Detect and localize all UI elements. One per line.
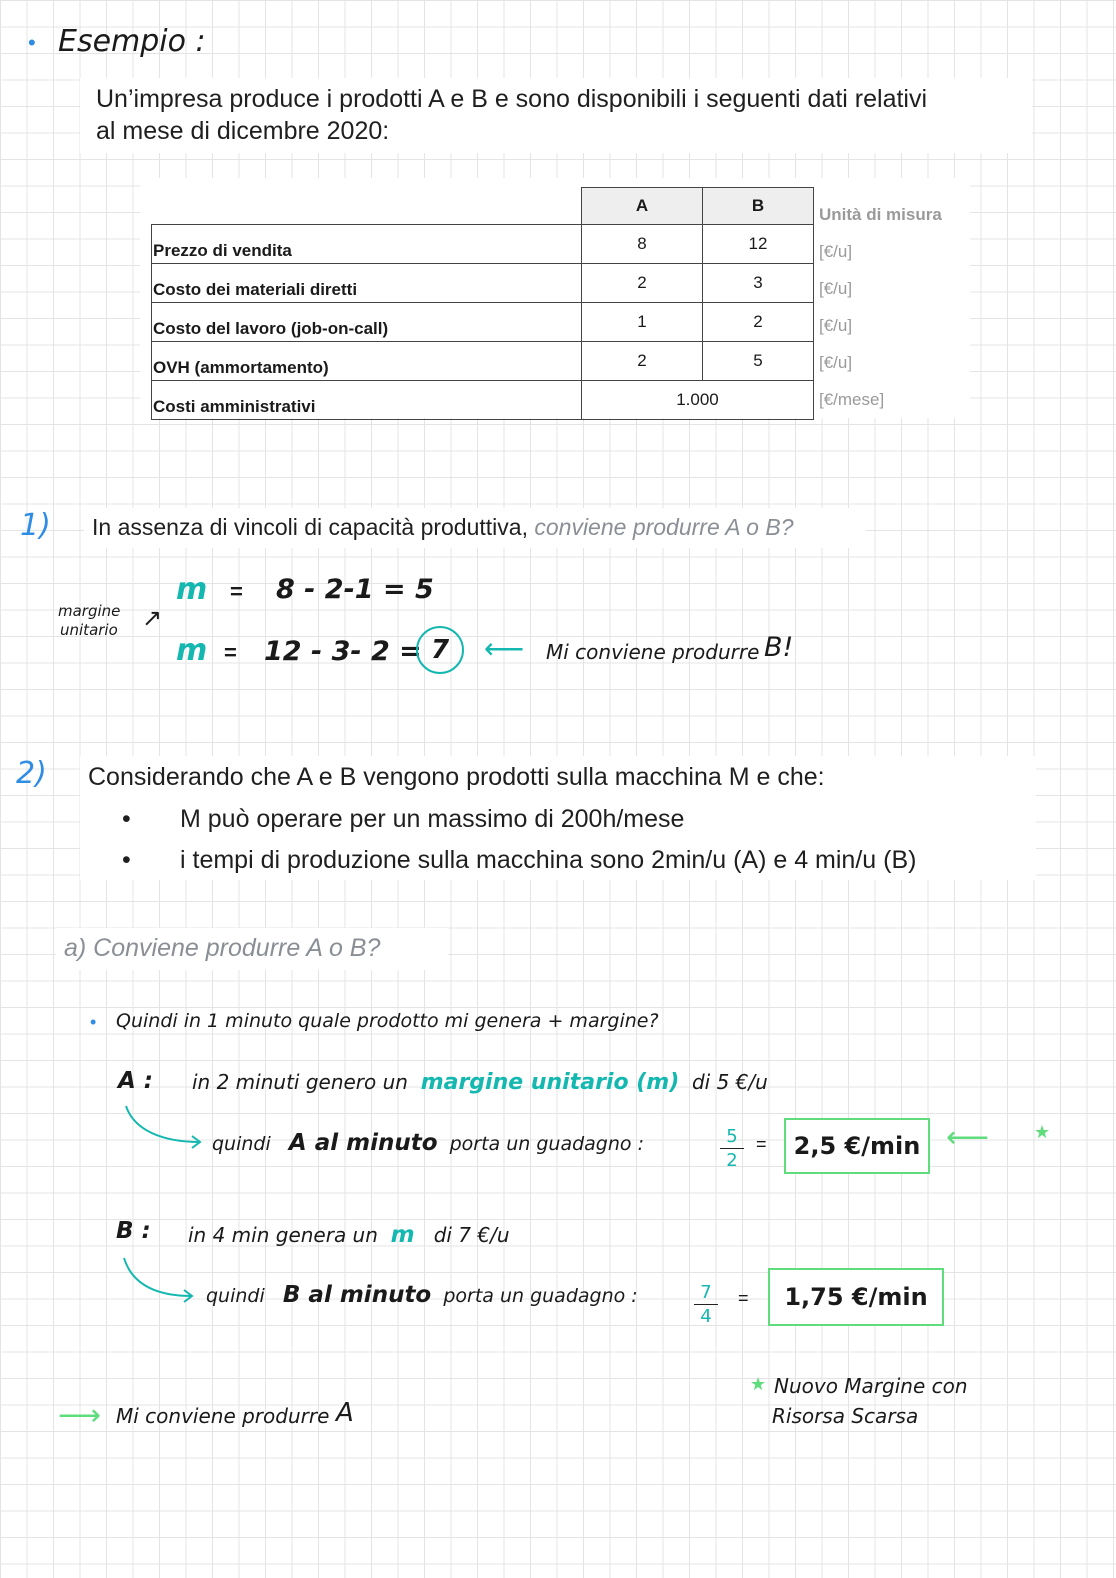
header-title: Esempio : — [58, 24, 206, 59]
a-result: 2,5 €/min — [793, 1132, 921, 1160]
eq-b-comment: Mi conviene produrre — [546, 640, 760, 664]
q2-number: 2) — [16, 756, 47, 791]
note-margine: margine — [58, 602, 121, 620]
b-line2 — [206, 1282, 638, 1308]
cell-b: 12 — [703, 225, 814, 264]
cell-ab: 1.000 — [582, 381, 814, 420]
conclusion-arrow-icon: ⟶ — [58, 1399, 102, 1432]
unit-cell: [€/u] — [819, 279, 853, 298]
b-line1-teal: m — [390, 1222, 415, 1248]
cell-a: 2 — [582, 264, 703, 303]
b-letter: B : — [116, 1218, 151, 1244]
b-line2-start: quindi — [206, 1285, 265, 1307]
cell-a: 8 — [582, 225, 703, 264]
a-line2-bold: A al minuto — [288, 1130, 438, 1156]
q2-text: Considerando che A e B vengono prodotti sulla macchina M e che: — [88, 763, 825, 791]
conclusion-text: Mi conviene produrre — [116, 1404, 330, 1428]
a-star-icon: ★ — [1034, 1122, 1051, 1142]
eq-b-result: 7 — [430, 635, 450, 665]
data-table — [151, 187, 814, 420]
a-line1-end: di 5 €/u — [691, 1070, 768, 1094]
legend-line-1: Nuovo Margine con — [774, 1374, 968, 1398]
b-result-box — [768, 1268, 944, 1326]
unit-cell: [€/u] — [819, 242, 853, 261]
eq-a-m: m — [176, 572, 208, 607]
a-eq: = — [756, 1134, 767, 1154]
table-row — [152, 264, 814, 303]
intro-line-1: Un’impresa produce i prodotti A e B e sono disponibili i seguenti dati relativi — [96, 85, 928, 113]
row-label: Costi amministrativi — [152, 381, 582, 420]
a-line1-start: in 2 minuti genero un — [192, 1070, 408, 1094]
q1-text — [92, 514, 793, 541]
table-row — [152, 342, 814, 381]
q2-bullet-glyph: • — [122, 805, 131, 833]
b-line1 — [188, 1222, 510, 1248]
a-line2-start: quindi — [212, 1133, 271, 1155]
cell-a: 1 — [582, 303, 703, 342]
unit-cell: [€/u] — [819, 316, 853, 335]
a-line2 — [212, 1130, 644, 1156]
eq-b-answer: B! — [764, 632, 794, 663]
unit-cell: [€/u] — [819, 353, 853, 372]
b-line2-bold: B al minuto — [282, 1282, 432, 1308]
eq-b-m: m — [176, 633, 208, 668]
b-frac-den: 4 — [700, 1306, 712, 1327]
eq-b-expr: 12 - 3- 2 = — [264, 636, 422, 667]
qa-intro: Quindi in 1 minuto quale prodotto mi genera + margine? — [116, 1010, 659, 1032]
q1-question: conviene produrre A o B? — [534, 514, 794, 540]
b-curve-arrow — [120, 1254, 200, 1304]
table-row — [152, 225, 814, 264]
row-label: OVH (ammortamento) — [152, 342, 582, 381]
intro-line-2: al mese di dicembre 2020: — [96, 117, 390, 145]
q1-statement: In assenza di vincoli di capacità produttiva, — [92, 514, 535, 540]
eq-a-equals: = — [230, 579, 243, 604]
cell-b: 2 — [703, 303, 814, 342]
qa-label: a) Conviene produrre A o B? — [64, 934, 381, 962]
conclusion-answer: A — [336, 1398, 354, 1428]
b-line2-end: porta un guadagno : — [443, 1285, 638, 1307]
a-frac-num: 5 — [720, 1126, 744, 1149]
eq-b-result-circle — [416, 626, 464, 674]
a-frac-den: 2 — [726, 1150, 738, 1171]
q2-bullet-glyph: • — [122, 846, 131, 874]
a-result-arrow-icon: ⟵ — [946, 1121, 990, 1154]
q2-bullet-2: i tempi di produzione sulla macchina sono 2min/u (A) e 4 min/u (B) — [180, 846, 917, 874]
col-b-header: B — [703, 188, 814, 225]
q2-bullet-1: M può operare per un massimo di 200h/mese — [180, 805, 685, 833]
b-frac-num: 7 — [694, 1282, 718, 1305]
row-label: Costo del lavoro (job-on-call) — [152, 303, 582, 342]
cell-b: 3 — [703, 264, 814, 303]
units-header: Unità di misura — [819, 205, 942, 224]
note-arrow-icon: ↗ — [142, 605, 163, 632]
b-eq: = — [738, 1288, 749, 1308]
eq-b-arrow-icon: ⟵ — [484, 633, 525, 664]
table-row — [152, 381, 814, 420]
b-result: 1,75 €/min — [784, 1283, 928, 1311]
a-line2-end: porta un guadagno : — [449, 1133, 644, 1155]
a-letter: A : — [118, 1068, 154, 1094]
header-bullet: • — [28, 30, 36, 55]
a-line1 — [192, 1070, 768, 1095]
a-curve-arrow — [122, 1102, 206, 1150]
eq-a-expr: 8 - 2-1 = 5 — [276, 574, 434, 605]
table-header-row — [152, 188, 814, 225]
unit-cell: [€/mese] — [819, 390, 885, 409]
table-row — [152, 303, 814, 342]
b-line1-end: di 7 €/u — [433, 1223, 510, 1247]
legend-line-2: Risorsa Scarsa — [772, 1404, 919, 1428]
cell-a: 2 — [582, 342, 703, 381]
note-unitario: unitario — [60, 621, 118, 639]
cell-b: 5 — [703, 342, 814, 381]
row-label: Prezzo di vendita — [152, 225, 582, 264]
a-result-box — [784, 1118, 930, 1174]
legend-star-icon: ★ — [750, 1374, 767, 1394]
row-label: Costo dei materiali diretti — [152, 264, 582, 303]
eq-b-equals: = — [224, 640, 237, 665]
table-corner — [152, 188, 582, 225]
qa-bullet: • — [90, 1012, 97, 1032]
a-line1-teal: margine unitario (m) — [420, 1070, 680, 1095]
b-fraction — [694, 1282, 718, 1327]
b-line1-start: in 4 min genera un — [188, 1223, 378, 1247]
col-a-header: A — [582, 188, 703, 225]
a-fraction — [720, 1126, 744, 1171]
q1-number: 1) — [20, 508, 51, 543]
